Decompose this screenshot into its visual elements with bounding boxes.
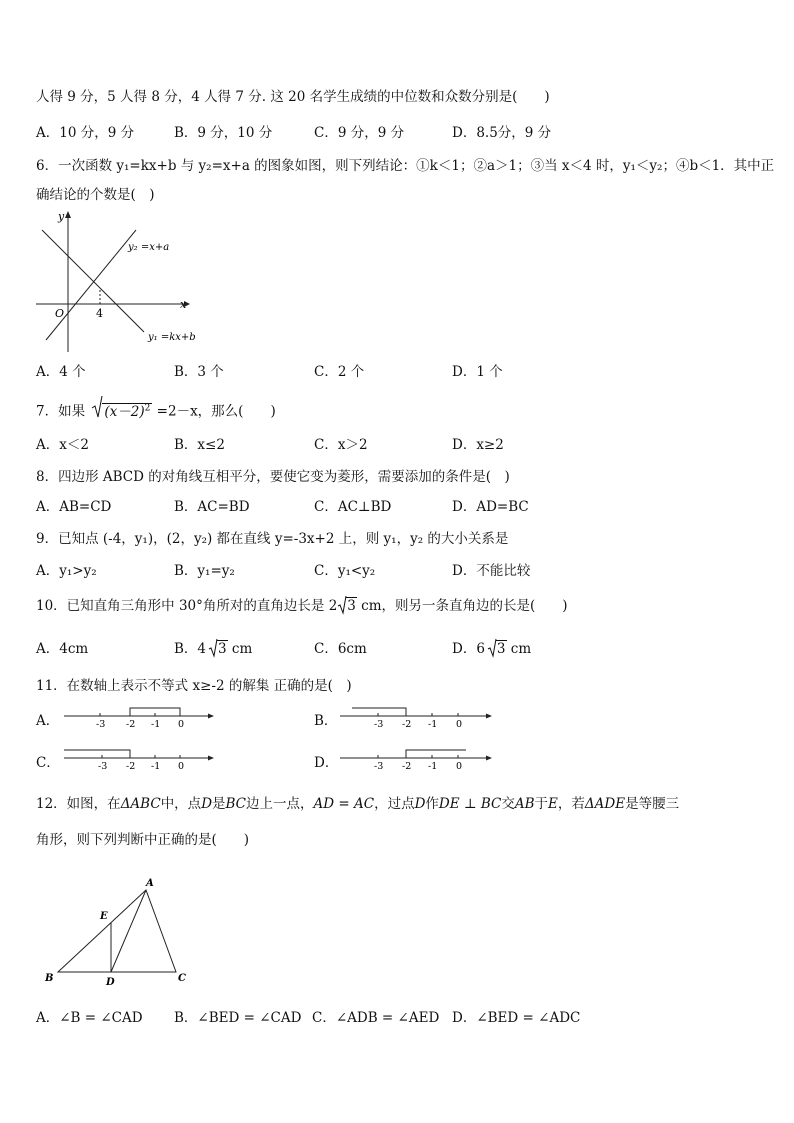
q5-option-d[interactable]: D．8.5分，9 分 xyxy=(452,125,552,141)
q5-option-c[interactable]: C．9 分，9 分 xyxy=(314,125,405,141)
q7-option-b[interactable]: B．x≤2 xyxy=(174,437,225,453)
svg-text:-3: -3 xyxy=(374,719,384,730)
q9-option-d[interactable]: D．不能比较 xyxy=(452,563,531,579)
q10-option-c[interactable]: C．6cm xyxy=(314,641,367,657)
q6-line-label-y2: y₂ =x+a xyxy=(128,242,170,253)
svg-text:0: 0 xyxy=(178,719,185,730)
q12-stem-line1: 12．如图，在ΔABC中，点D是BC边上一点，AD = AC，过点D作DE ⊥ BC交AB于E，若ΔADE是等腰三 xyxy=(36,796,680,812)
q8-option-b[interactable]: B．AC=BD xyxy=(174,499,250,515)
q11-numberline-a[interactable] xyxy=(60,704,216,730)
q7-radical xyxy=(91,399,152,421)
q9-stem: 9．已知点 (-4，y₁)，(2，y₂) 都在直线 y=-3x+2 上，则 y₁，y₂ 的大小关系是 xyxy=(36,531,509,547)
q10-option-a[interactable]: A．4cm xyxy=(36,641,89,657)
q8-option-c[interactable]: C．AC⊥BD xyxy=(314,499,392,515)
svg-text:-3: -3 xyxy=(98,761,108,772)
q6-option-b[interactable]: B．3 个 xyxy=(174,364,224,380)
svg-text:-2: -2 xyxy=(402,761,412,772)
svg-text:0: 0 xyxy=(456,761,463,772)
svg-text:-1: -1 xyxy=(428,761,438,772)
q7-prefix: 7．如果 xyxy=(36,403,86,420)
q6-stem-line1: 6．一次函数 y₁=kx+b 与 y₂=x+a 的图象如图，则下列结论：①k＜1；②a＞1；③当 x＜4 时，y₁＜y₂；④b＜1．其中正 xyxy=(36,158,775,174)
q8-option-a[interactable]: A．AB=CD xyxy=(36,499,112,515)
q11-numberline-c[interactable] xyxy=(60,746,216,772)
svg-text:D: D xyxy=(106,977,115,988)
svg-text:-2: -2 xyxy=(126,719,136,730)
q10-stem-tail: cm，则另一条直角边的长是( ) xyxy=(356,598,568,614)
q11-numberline-b[interactable] xyxy=(336,704,496,730)
q10-stem xyxy=(36,597,568,615)
q6-stem-line2: 确结论的个数是( ) xyxy=(36,187,155,203)
q9-option-c[interactable]: C．y₁<y₂ xyxy=(314,563,376,579)
q6-option-d[interactable]: D．1 个 xyxy=(452,364,503,380)
svg-text:0: 0 xyxy=(456,719,463,730)
q5-option-b[interactable]: B．9 分，10 分 xyxy=(174,125,273,141)
q7-option-a[interactable]: A．x＜2 xyxy=(36,437,89,453)
q9-option-b[interactable]: B．y₁=y₂ xyxy=(174,563,235,579)
q11-option-c-label[interactable]: C． xyxy=(36,755,60,771)
q12-option-d[interactable]: D．∠BED = ∠ADC xyxy=(452,1010,581,1026)
svg-text:B: B xyxy=(45,973,54,984)
q5-option-a[interactable]: A．10 分，9 分 xyxy=(36,125,135,141)
q7-radicand: (x－2) xyxy=(104,403,145,420)
q11-option-b-label[interactable]: B． xyxy=(314,713,338,729)
q6-y-label: y xyxy=(58,210,65,223)
q11-option-a-label[interactable]: A． xyxy=(36,713,60,729)
q5-stem: 人得 9 分，5 人得 8 分，4 人得 7 分. 这 20 名学生成绩的中位数和众数分别是( ) xyxy=(36,89,550,105)
svg-text:-2: -2 xyxy=(126,761,136,772)
q6-origin-label: O xyxy=(55,307,65,320)
svg-text:-2: -2 xyxy=(402,719,412,730)
q7-suffix: =2－x，那么( ) xyxy=(156,403,276,420)
q7-stem xyxy=(36,399,276,421)
q6-graph xyxy=(30,208,210,356)
q8-option-d[interactable]: D．AD=BC xyxy=(452,499,529,515)
q12-option-c[interactable]: C．∠ADB = ∠AED xyxy=(312,1010,440,1026)
q10-stem-text: 10．已知直角三角形中 30°角所对的直角边长是 2 xyxy=(36,598,338,614)
q10-sqrt: 3 xyxy=(337,597,357,615)
q8-stem: 8．四边形 ABCD 的对角线互相平分，要使它变为菱形，需要添加的条件是( ) xyxy=(36,469,510,485)
q7-exponent: 2 xyxy=(144,403,151,413)
q6-option-a[interactable]: A．4 个 xyxy=(36,364,86,380)
q12-option-b[interactable]: B．∠BED = ∠CAD xyxy=(174,1010,302,1026)
q6-line-y2 xyxy=(46,230,136,340)
svg-text:E: E xyxy=(100,911,108,922)
q11-stem: 11．在数轴上表示不等式 x≥-2 的解集 正确的是( ) xyxy=(36,678,352,694)
q12-option-a[interactable]: A．∠B = ∠CAD xyxy=(36,1010,143,1026)
q11-option-d-label[interactable]: D． xyxy=(314,755,339,771)
q6-option-c[interactable]: C．2 个 xyxy=(314,364,365,380)
svg-text:-1: -1 xyxy=(151,761,161,772)
q6-y-arrow xyxy=(65,211,71,218)
q6-x-label: x xyxy=(180,298,187,311)
svg-text:-3: -3 xyxy=(96,719,106,730)
q12-stem-line2: 角形，则下列判断中正确的是( ) xyxy=(36,832,250,848)
q10-option-d[interactable]: D．6 3 cm xyxy=(452,641,532,657)
svg-text:-1: -1 xyxy=(428,719,438,730)
svg-text:-1: -1 xyxy=(151,719,161,730)
q7-option-d[interactable]: D．x≥2 xyxy=(452,437,504,453)
q6-tick-4: 4 xyxy=(96,307,103,320)
q9-option-a[interactable]: A．y₁>y₂ xyxy=(36,563,97,579)
q12-triangle-figure xyxy=(40,872,200,992)
q6-line-label-y1: y₁ =kx+b xyxy=(148,332,196,343)
q10-option-b[interactable]: B．4 3 cm xyxy=(174,641,253,657)
svg-text:-3: -3 xyxy=(374,761,384,772)
q7-option-c[interactable]: C．x＞2 xyxy=(314,437,368,453)
q11-numberline-d[interactable] xyxy=(336,746,496,772)
svg-text:C: C xyxy=(178,973,186,984)
svg-text:A: A xyxy=(146,878,154,889)
svg-text:0: 0 xyxy=(178,761,185,772)
